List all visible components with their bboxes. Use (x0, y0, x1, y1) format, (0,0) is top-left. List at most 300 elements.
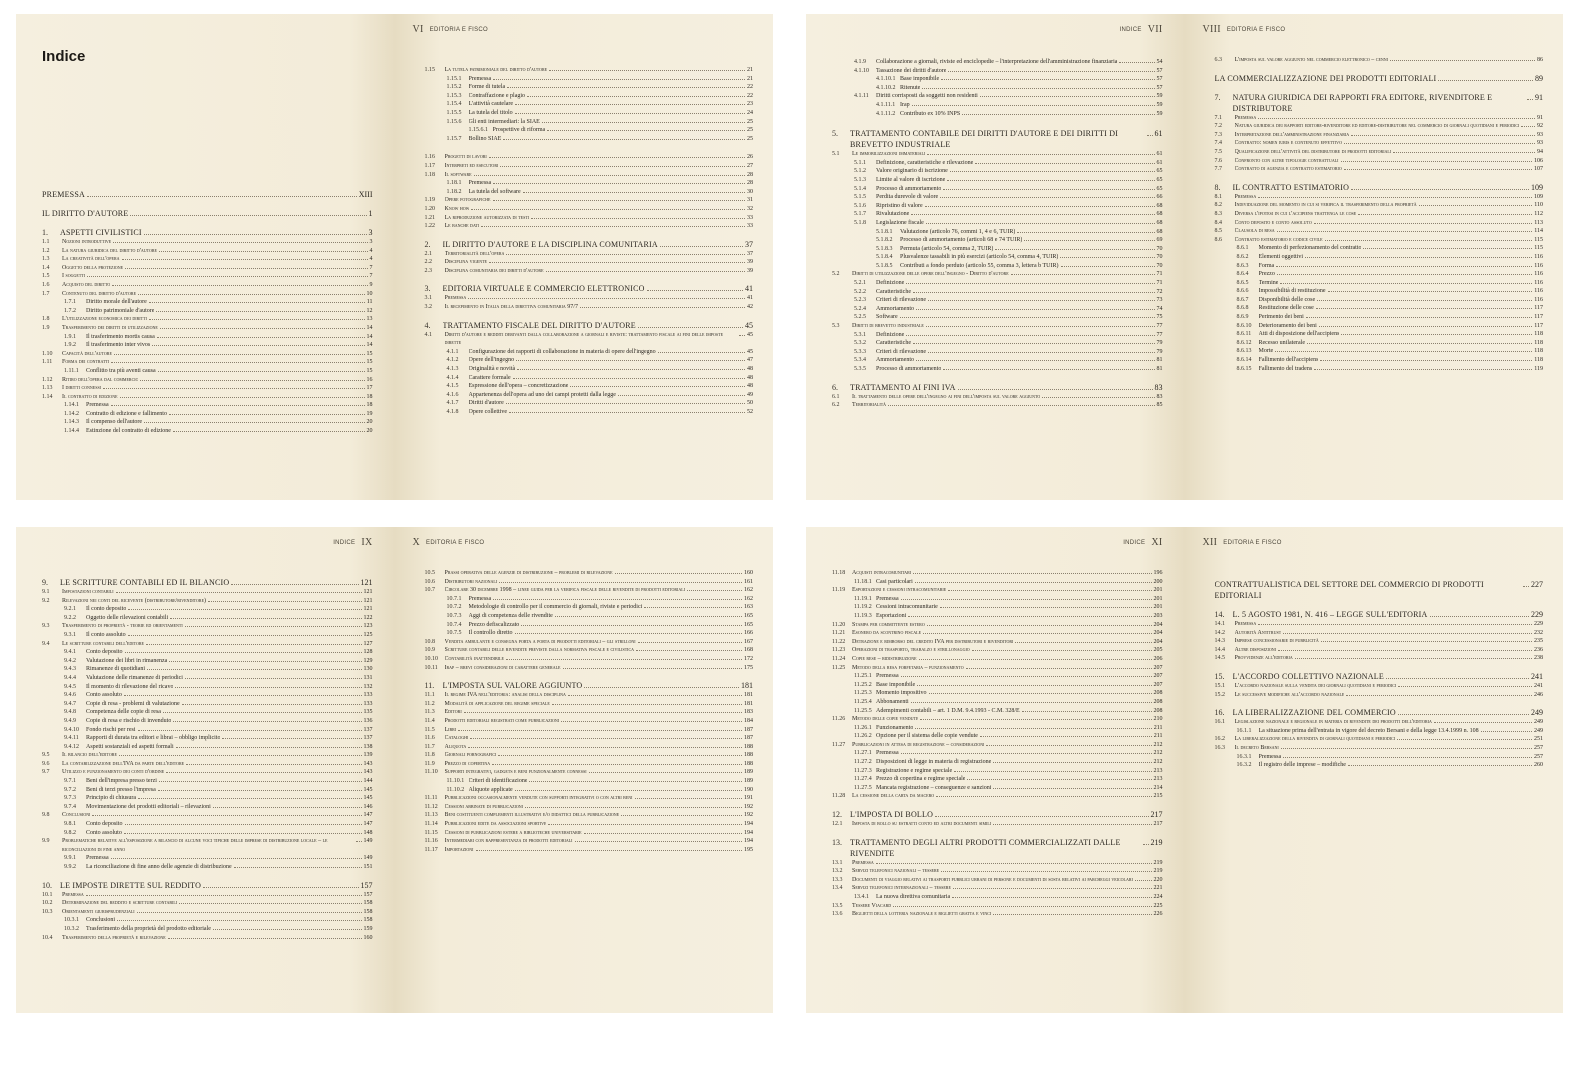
entry-title: Tessere Viacard (852, 902, 892, 909)
toc-entry (42, 350, 373, 359)
entry-title: Editori (444, 709, 462, 716)
entry-title: Conto deposito (86, 821, 123, 828)
leader-dots (144, 422, 364, 423)
entry-title: Know how (444, 205, 470, 212)
entry-number: 4.1.11.2 (876, 110, 896, 117)
entry-page: 208 (1153, 698, 1163, 705)
leader-dots (149, 319, 365, 320)
entry-title: Utilizzo e funzionamento dei conti d'ordine (62, 769, 165, 776)
toc-entry (1215, 157, 1544, 166)
entry-number: 16.2 (1214, 736, 1225, 743)
entry-title: Premessa (86, 402, 109, 409)
entry-page: 54 (1156, 59, 1163, 65)
leader-dots (493, 183, 745, 184)
leader-dots (125, 652, 362, 653)
entry-title: Criteri di rilevazione (876, 297, 926, 304)
entry-page: 110 (1534, 202, 1543, 209)
entry-number: 11.1 (424, 692, 435, 699)
entry-number: 9.3 (42, 623, 50, 630)
entry-title: Bollino SIAE (468, 135, 502, 142)
toc-entry (42, 700, 373, 709)
entry-number: 11.26.2 (854, 733, 872, 740)
entry-page: 1 (368, 209, 373, 218)
page-vii (806, 14, 1185, 500)
entry-number: 4.1.4 (446, 374, 459, 381)
toc-list (42, 569, 373, 1005)
entry-page: 201 (1153, 595, 1163, 602)
toc-entry (42, 743, 373, 752)
entry-page: 131 (363, 674, 373, 681)
entry-page: 26 (747, 154, 753, 161)
entry-number: 10.6 (424, 578, 435, 585)
entry-page: 165 (744, 612, 753, 619)
toc-entry (1215, 682, 1544, 691)
leader-dots (615, 573, 742, 574)
entry-number: 9.4 (42, 640, 50, 647)
leader-dots (222, 738, 361, 739)
entry-title: Premessa (1234, 621, 1257, 627)
leader-dots (1258, 624, 1532, 625)
toc-entry (42, 786, 373, 795)
leader-dots (1314, 223, 1532, 224)
entry-number: 7.2 (1214, 123, 1222, 130)
entry-number: 5.3.4 (854, 357, 866, 364)
entry-number: 1.14.2 (64, 410, 79, 417)
toc-entry (425, 751, 754, 760)
page-ix (16, 527, 395, 1013)
toc-entry (1215, 347, 1544, 356)
leader-dots (128, 635, 362, 636)
leader-dots (901, 753, 1152, 754)
entry-title: Fallimento dell'accipiens (1258, 357, 1319, 364)
entry-title: Contratto estimatorio e codice civile (1234, 236, 1323, 243)
leader-dots (125, 824, 362, 825)
leader-dots (186, 764, 361, 765)
entry-page: 133 (363, 692, 373, 699)
leader-dots (119, 755, 362, 756)
leader-dots (111, 362, 364, 363)
leader-dots (157, 337, 365, 338)
entry-title: Disposizioni di legge in materia di registrazione (876, 759, 992, 766)
entry-page: 115 (1534, 245, 1543, 252)
toc-entry (1215, 193, 1544, 202)
leader-dots (170, 618, 361, 619)
leader-dots (531, 218, 745, 219)
toc-entry (425, 700, 754, 709)
toc-entry (832, 193, 1163, 202)
entry-number: 11.15 (424, 829, 438, 836)
leader-dots (489, 157, 745, 158)
spread-3 (16, 527, 773, 1013)
entry-title: Impostazioni contabili (62, 589, 114, 595)
leader-dots (471, 209, 745, 210)
entry-title: Prezzo (1258, 271, 1275, 278)
leader-dots (112, 285, 367, 286)
page-number: VII (1147, 24, 1163, 35)
entry-page: 188 (744, 743, 753, 750)
entry-title: Biglietti della lotteria nazionale e biglietti gratta e vinci (852, 911, 992, 918)
entry-page: 47 (747, 357, 753, 364)
entry-page: 41 (745, 284, 753, 294)
leader-dots (555, 616, 742, 617)
entry-number: 9.9 (42, 838, 50, 845)
toc-entry (42, 726, 373, 735)
entry-number: 11.5 (424, 726, 435, 733)
toc-entry (832, 401, 1163, 410)
entry-page: 65 (1156, 176, 1163, 183)
entry-page: 21 (747, 67, 753, 73)
entry-number: 1.20 (424, 205, 435, 212)
toc-entry (425, 768, 754, 777)
entry-number: 1.15.6.1 (468, 127, 488, 134)
entry-number: 8.6.7 (1236, 296, 1249, 303)
leader-dots (138, 294, 364, 295)
toc-entry (832, 185, 1163, 194)
entry-page: 148 (363, 829, 373, 836)
toc-entry (832, 792, 1163, 801)
entry-page: 93 (1537, 131, 1543, 138)
entry-page: 23 (747, 101, 753, 108)
leader-dots (1281, 748, 1532, 749)
entry-page: 196 (1153, 570, 1163, 576)
toc-entry (425, 638, 754, 647)
toc-chapter (1215, 707, 1544, 718)
entry-page: 211 (1153, 733, 1163, 740)
leader-dots (954, 771, 1151, 772)
toc-chapter (832, 382, 1163, 393)
entry-number: 5.2.2 (854, 288, 866, 295)
entry-title: Aggi di competenza delle rivendite (468, 612, 553, 619)
entry-title: Esonero da scontrino fiscale (852, 630, 922, 637)
entry-page: 204 (1153, 638, 1163, 645)
entry-title: Pubblicazioni occasionalmente vendute con supporti integrativi o con altri beni (444, 795, 633, 802)
entry-page: 191 (744, 795, 753, 802)
toc-entry (832, 348, 1163, 357)
entry-title: Valore originario di iscrizione (876, 168, 948, 175)
toc-entry (42, 264, 373, 273)
toc-entry (42, 605, 373, 614)
entry-title: Diritti di brevetto industriale (852, 323, 924, 330)
entry-title: I diritti connessi (62, 385, 101, 392)
leader-dots (1434, 722, 1532, 723)
entry-number: 8.6.13 (1236, 348, 1252, 355)
entry-number: 9.7 (42, 769, 50, 776)
entry-page: 162 (744, 595, 753, 602)
entry-page: 18 (366, 402, 373, 409)
leader-dots (1015, 642, 1151, 643)
leader-dots (936, 796, 1151, 797)
entry-page: 91 (1535, 92, 1543, 102)
toc-list (425, 66, 754, 492)
leader-dots (114, 354, 365, 355)
page-number: XII (1202, 537, 1218, 548)
leader-dots (163, 712, 362, 713)
entry-number: 11.21 (832, 630, 846, 637)
entry-page: 188 (744, 760, 753, 767)
entry-title: Operazioni di trasporto, trabalzo e strillonaggio (852, 647, 970, 654)
entry-number: 5.2.3 (854, 297, 866, 304)
entry-title: Permuta (articolo 54, comma 2, TUIR) (900, 245, 994, 252)
entry-title: Qualificazione dell'attività del distributore di prodotti editoriali (1234, 148, 1392, 155)
entry-page: 107 (1534, 166, 1543, 173)
entry-page: 61 (1156, 151, 1163, 158)
running-header (333, 537, 378, 548)
entry-page: 57 (1156, 76, 1163, 83)
leader-dots (113, 242, 367, 243)
entry-number: 4.1.3 (446, 366, 459, 373)
toc-chapter (1215, 92, 1544, 114)
leader-dots (185, 626, 362, 627)
leader-dots (507, 87, 745, 88)
toc-entry (832, 67, 1163, 76)
entry-number: 7.1 (1214, 114, 1222, 121)
entry-page: 41 (747, 295, 753, 302)
leader-dots (152, 345, 364, 346)
toc-entry (832, 75, 1163, 84)
toc-entry (42, 255, 373, 264)
entry-number: 8.6.12 (1236, 339, 1252, 346)
toc-entry (832, 689, 1163, 698)
entry-title: Rapporti di durata tra editori e librai – obbligo implicito (86, 735, 221, 742)
entry-page: 138 (363, 743, 373, 750)
leader-dots (913, 573, 1151, 574)
entry-title: Premessa (876, 673, 899, 680)
running-header (1120, 24, 1169, 35)
entry-title: Provvidenze all'editoria (1234, 655, 1293, 662)
entry-title: Le successive modifiche all'accordo nazionale (1234, 691, 1345, 698)
leader-dots (962, 114, 1154, 115)
entry-page: 226 (1153, 911, 1163, 918)
leader-dots (644, 607, 742, 608)
entry-number: 5.3.3 (854, 348, 866, 355)
entry-number: 14.3 (1214, 638, 1225, 645)
entry-number: 1.15.1 (446, 75, 462, 82)
entry-page: 106 (1534, 157, 1543, 164)
entry-number: 4. (424, 320, 431, 330)
entry-number: 4.1.10.2 (876, 84, 896, 91)
running-header (1197, 537, 1282, 548)
toc-entry (425, 214, 754, 223)
toc-chapter (1215, 182, 1544, 193)
entry-page: 175 (744, 664, 753, 671)
header-label: EDITORIA E FISCO (1223, 540, 1282, 546)
entry-title: Valutazione delle rimanenze di periodici (86, 674, 183, 681)
entry-number: 5.1.6 (854, 202, 866, 209)
toc-entry (425, 356, 754, 365)
entry-title: Premessa (62, 891, 84, 898)
toc-entry (425, 586, 754, 595)
toc-entry (425, 578, 754, 587)
entry-title: Atti di disposizione dell'accipiens (1258, 331, 1340, 338)
entry-title: Altre disposizioni (1234, 646, 1276, 653)
entry-title: Diritto morale dell'autore (86, 299, 147, 306)
entry-title: Cessioni abbinate di pubblicazioni (444, 803, 523, 810)
page-index-first (16, 14, 395, 500)
leader-dots (516, 360, 745, 361)
entry-title: Contributo ex 10% INPS (900, 110, 961, 117)
entry-number: 1.5 (42, 273, 50, 280)
toc-entry (1215, 148, 1544, 157)
leader-dots (552, 704, 742, 705)
entry-number: 9.2.2 (64, 614, 76, 621)
entry-number: 10.5 (424, 570, 435, 576)
entry-page: 16 (366, 376, 373, 383)
entry-title: Conto deposito (86, 649, 123, 656)
entry-page: 57 (1156, 67, 1163, 74)
entry-page: 33 (747, 223, 753, 230)
leader-dots (953, 888, 1152, 889)
entry-number: 5.2 (832, 271, 840, 278)
spread-2 (806, 14, 1563, 500)
entry-page: 24 (747, 109, 753, 116)
entry-number: 11.19.3 (854, 612, 872, 619)
entry-page: 235 (1534, 638, 1543, 645)
entry-page: 22 (747, 84, 753, 91)
toc-entry (42, 324, 373, 333)
entry-title: Il recepimento in Italia della direttiva comunitaria 97/7 (444, 304, 578, 311)
entry-page: 211 (1153, 724, 1163, 731)
toc-entry (425, 811, 754, 820)
entry-page: 27 (747, 162, 753, 169)
entry-title: Pubblicazioni in attesa di registrazione – considerazioni (852, 741, 985, 748)
toc-entry (42, 768, 373, 777)
entry-title: Aspetti sostanziali ed aspetti formali (86, 743, 174, 750)
entry-page: 59 (1156, 110, 1163, 117)
toc-entry (425, 837, 754, 846)
toc-entry (425, 829, 754, 838)
header-label: INDICE (1123, 540, 1146, 546)
leader-dots (140, 380, 364, 381)
entry-number: 4.1.5 (446, 383, 459, 390)
leader-dots (489, 262, 745, 263)
entry-title: Definizione, caratteristiche e rilevazione (876, 159, 974, 166)
entry-title: Il regime IVA nell'editoria: analisi della disciplina (444, 692, 566, 699)
entry-title: IL DIRITTO D'AUTORE (42, 209, 129, 218)
header-label: EDITORIA E FISCO (1226, 27, 1286, 33)
entry-number: 9.4.7 (64, 700, 76, 707)
entry-title: Elementi oggettivi (1258, 253, 1303, 260)
toc-entry (832, 270, 1163, 279)
leader-dots (499, 582, 742, 583)
toc-entry (425, 612, 754, 621)
entry-title: Contraffazione e plagio (468, 92, 526, 99)
toc-entry (832, 820, 1163, 829)
entry-number: 13.5 (832, 902, 843, 909)
toc-entry (832, 707, 1163, 716)
toc-entry (425, 629, 754, 638)
entry-title: Contratto di edizione e fallimento (86, 410, 167, 417)
entry-number: 1. (42, 228, 48, 237)
entry-number: 4.1.6 (446, 391, 459, 398)
header-label: EDITORIA E FISCO (426, 540, 485, 546)
entry-number: 9.4.5 (64, 683, 76, 690)
entry-number: 11.26 (832, 716, 846, 723)
entry-title: Deterioramento dei beni (1258, 322, 1317, 329)
entry-title: Contabilità inattendibile (444, 655, 504, 662)
leader-dots (915, 728, 1151, 729)
leader-dots (86, 895, 362, 896)
entry-number: 4.1.9 (854, 59, 866, 65)
toc-entry (42, 891, 373, 900)
toc-entry (425, 691, 754, 700)
leader-dots (901, 676, 1152, 677)
entry-page: 66 (1156, 194, 1163, 201)
entry-number: 16.3 (1214, 744, 1225, 751)
entry-page: 48 (747, 383, 753, 390)
entry-number: 8.5 (1214, 228, 1222, 235)
entry-number: 1.3 (42, 256, 50, 263)
leader-dots (173, 431, 365, 432)
entry-number: 11.2 (424, 700, 435, 707)
toc-entry (1215, 114, 1544, 123)
entry-title: Gli enti intermediari: la SIAE (468, 118, 540, 125)
entry-page: 127 (363, 640, 373, 647)
entry-number: 5.1.1 (854, 159, 866, 166)
toc-entry (832, 724, 1163, 733)
entry-title: Caratteristiche (876, 288, 911, 295)
leader-dots (493, 200, 746, 201)
entry-page: 70 (1156, 254, 1163, 261)
entry-title: Il controllo diretto (468, 630, 513, 637)
leader-dots (476, 850, 743, 851)
entry-title: Pubblicazioni edite da associazioni sportive (444, 821, 547, 828)
entry-title: Diversa l'ipotesi in cui l'accipiens trattenga le cose (1234, 210, 1357, 217)
entry-number: 1.10 (42, 350, 53, 357)
leader-dots (548, 824, 742, 825)
entry-page: 249 (1534, 719, 1543, 726)
entry-page: 121 (363, 589, 373, 595)
toc-list (1215, 571, 1544, 1005)
running-header (1197, 24, 1286, 35)
entry-page: 117 (1534, 314, 1543, 321)
entry-page: 39 (747, 259, 753, 266)
toc-chapter (832, 128, 1163, 150)
leader-dots (130, 215, 366, 216)
toc-entry (832, 884, 1163, 893)
leader-dots (995, 249, 1154, 250)
leader-dots (138, 730, 362, 731)
toc-entry (42, 657, 373, 666)
entry-page: 157 (363, 891, 373, 898)
entry-title: Supporti integrativi, gadgets e beni funzionalmente connessi (444, 769, 587, 776)
entry-page: 15 (366, 367, 373, 374)
entry-number: 11.8 (424, 752, 435, 759)
entry-title: Competenza delle copie di resa (86, 709, 161, 716)
toc-entry (42, 899, 373, 908)
leader-dots (916, 360, 1155, 361)
leader-dots (470, 738, 742, 739)
entry-title: Aliquote applicate (468, 786, 513, 793)
entry-page: 50 (747, 400, 753, 407)
entry-number: 4.1.11.1 (876, 101, 896, 108)
leader-dots (941, 79, 1154, 80)
entry-title: Opzione per il sistema delle copie vendute (876, 733, 978, 740)
toc-entry (832, 612, 1163, 621)
entry-number: 9.4.6 (64, 692, 76, 699)
entry-number: 8.3 (1214, 210, 1222, 217)
entry-page: 86 (1537, 57, 1543, 63)
entry-page: 187 (744, 735, 753, 742)
entry-page: 121 (363, 606, 373, 613)
entry-number: 9.4.4 (64, 674, 76, 681)
toc-entry (425, 595, 754, 604)
leader-dots (1017, 232, 1154, 233)
toc-entry (1215, 620, 1544, 629)
entry-title: Libri (444, 726, 457, 733)
entry-title: Cessioni di pubblicazioni estere a biblioteche universitarie (444, 829, 582, 836)
entry-number: 1.15.2 (446, 84, 462, 91)
entry-number: 11.23 (832, 647, 846, 654)
